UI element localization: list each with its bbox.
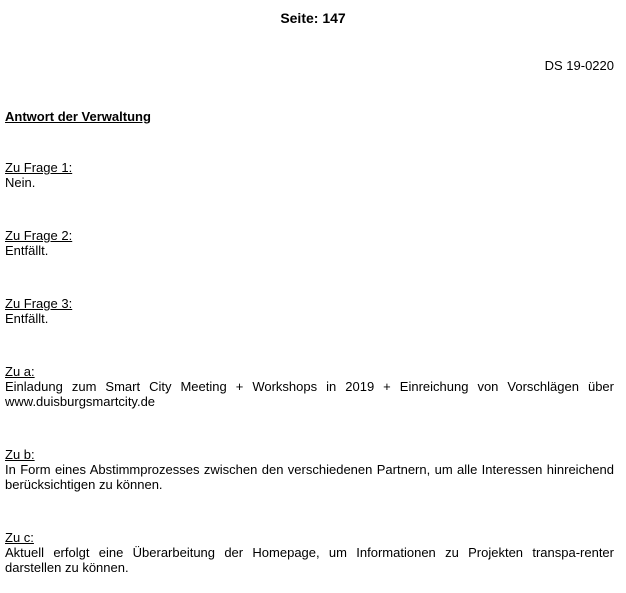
answer-frage-2: [5, 228, 614, 258]
answer-label: Zu b:: [5, 447, 35, 462]
answer-text: Entfällt.: [5, 311, 49, 326]
document-number: DS 19-0220: [544, 58, 614, 73]
answer-label: Zu Frage 2:: [5, 228, 73, 243]
answer-label: Zu a:: [5, 364, 35, 379]
page-header: Seite: 147: [280, 10, 346, 26]
answer-b: [5, 447, 614, 492]
answer-text: Entfällt.: [5, 243, 49, 258]
section-title: Antwort der Verwaltung: [5, 109, 151, 124]
answer-text: In Form eines Abstimmprozesses zwischen den verschiedenen Partnern, um alle Interessen hinreichend berücksichtigen zu können.: [5, 462, 614, 492]
answer-frage-3: [5, 296, 614, 326]
answer-label: Zu c:: [5, 530, 34, 545]
answer-label: Zu Frage 3:: [5, 296, 73, 311]
answer-frage-1: [5, 160, 614, 190]
answer-text: Einladung zum Smart City Meeting + Workshops in 2019 + Einreichung von Vorschlägen über www.duisburgsmartcity.de: [5, 379, 614, 409]
answer-text: Aktuell erfolgt eine Überarbeitung der Homepage, um Informationen zu Projekten transpa-renter darstellen zu können.: [5, 545, 614, 575]
answer-a: [5, 364, 614, 409]
answer-text: Nein.: [5, 175, 36, 190]
answer-label: Zu Frage 1:: [5, 160, 73, 175]
answer-c: [5, 530, 614, 575]
